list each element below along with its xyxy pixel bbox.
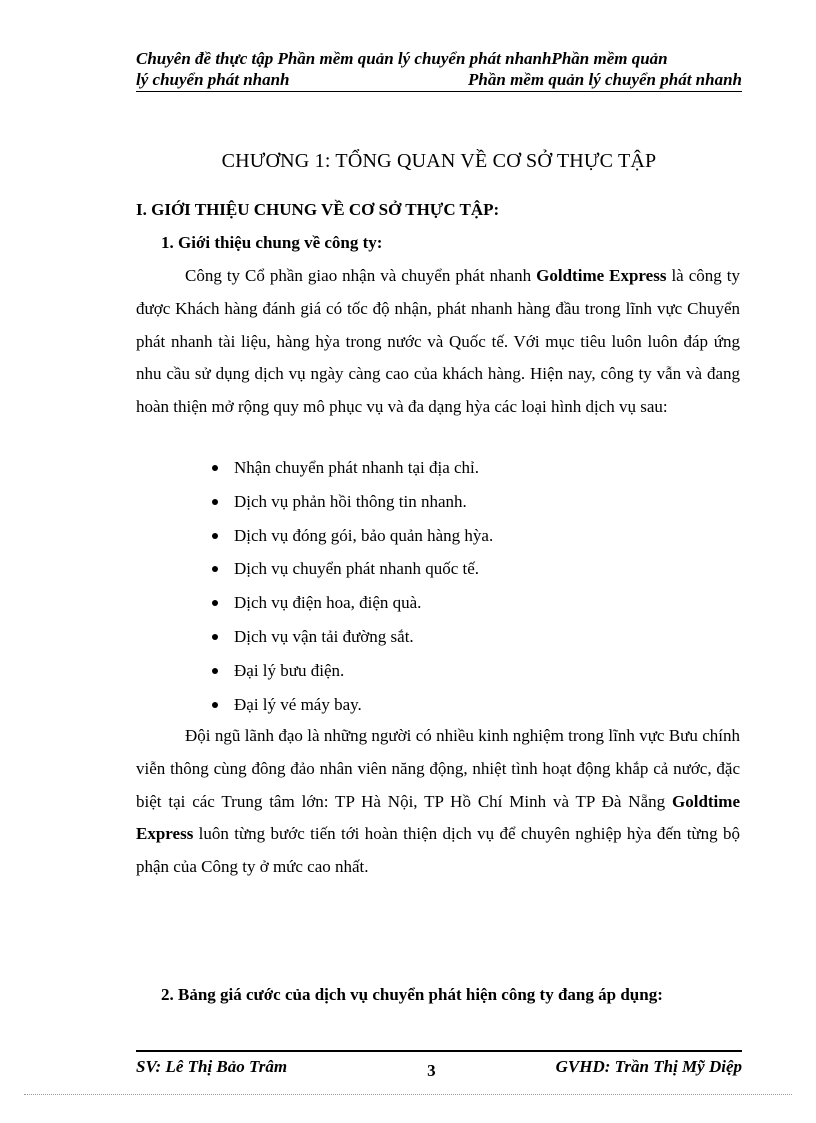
subsection-title-2: 2. Bảng giá cước của dịch vụ chuyển phát hiện công ty đang áp dụng:: [161, 985, 663, 1004]
section-title: I. GIỚI THIỆU CHUNG VỀ CƠ SỞ THỰC TẬP:: [136, 200, 500, 219]
bullet-icon: [212, 533, 218, 539]
bullet-icon: [212, 499, 218, 505]
bullet-icon: [212, 465, 218, 471]
brand-name: Goldtime Express: [536, 266, 667, 285]
brand-name: Goldtime Express: [136, 791, 740, 844]
subsection-title-1: 1. Giới thiệu chung về công ty:: [161, 233, 383, 252]
paragraph-intro-text-before: Công ty Cổ phần giao nhận và chuyển phát nhanh: [185, 266, 537, 285]
paragraph-leadership: [136, 720, 740, 884]
bullet-icon: [212, 634, 218, 640]
list-item: Dịch vụ điện hoa, điện quà.: [212, 588, 493, 622]
running-header: [136, 48, 742, 92]
header-line-2-right: Phần mềm quản lý chuyển phát nhanh: [468, 70, 742, 89]
paragraph-intro: [136, 260, 740, 424]
paragraph-leadership-text-after: luôn từng bước tiến tới hoàn thiện dịch vụ để chuyên nghiệp hỳa đến từng bộ phận của Công ty ở mức cao nhất.: [136, 824, 740, 877]
page-number: 3: [427, 1061, 436, 1080]
bullet-icon: [212, 600, 218, 606]
paragraph-intro-text-after: là công ty được Khách hàng đánh giá có tốc độ nhận, phát nhanh hàng đầu trong lĩnh vực Chuyển phát nhanh tài liệu, hàng hỳa trong nước và Quốc tế. Với mục tiêu luôn luôn đáp ứng nhu cầu sử dụng dịch vụ ngày càng cao của khách hàng. Hiện nay, công ty vẫn và đang hoàn thiện mở rộng quy mô phục vụ và đa dạng hỳa các loại hình dịch vụ sau:: [136, 266, 740, 417]
bullet-icon: [212, 668, 218, 674]
chapter-title: CHƯƠNG 1: TỔNG QUAN VỀ CƠ SỞ THỰC TẬP: [221, 150, 657, 172]
list-item: Dịch vụ đóng gói, bảo quản hàng hỳa.: [212, 521, 493, 555]
paragraph-leadership-text-before: Đội ngũ lãnh đạo là những người có nhiều kinh nghiệm trong lĩnh vực Bưu chính viễn thông cùng đông đảo nhân viên năng động, nhiệt tình hoạt động khắp cả nước, đặc biệt tại các Trung tâm lớn: TP Hà Nội, TP Hồ Chí Minh và TP Đà Nẵng: [136, 726, 740, 811]
bullet-icon: [212, 702, 218, 708]
running-footer: [136, 1050, 742, 1081]
list-item: Đại lý vé máy bay.: [212, 690, 493, 724]
list-item: Dịch vụ vận tải đường sắt.: [212, 622, 493, 656]
header-line-2-left: lý chuyển phát nhanh: [136, 70, 290, 89]
page-edge-divider: [24, 1094, 792, 1095]
list-item: Nhận chuyển phát nhanh tại địa chỉ.: [212, 453, 493, 487]
header-line-1: Chuyên đề thực tập Phần mềm quản lý chuyển phát nhanhPhần mềm quản: [136, 49, 668, 68]
list-item: Dịch vụ chuyển phát nhanh quốc tế.: [212, 554, 493, 588]
footer-student: SV: Lê Thị Bảo Trâm: [136, 1057, 288, 1076]
bullet-icon: [212, 566, 218, 572]
footer-advisor: GVHD: Trần Thị Mỹ Diệp: [555, 1057, 742, 1076]
list-item: Đại lý bưu điện.: [212, 656, 493, 690]
services-list: [212, 453, 493, 723]
list-item: Dịch vụ phản hồi thông tin nhanh.: [212, 487, 493, 521]
header-line-2: [136, 69, 742, 90]
